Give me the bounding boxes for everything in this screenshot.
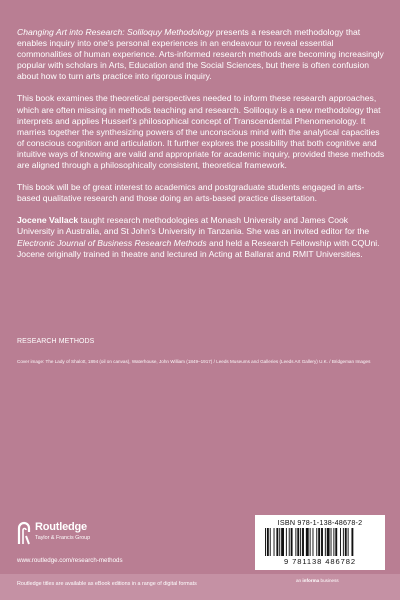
publisher-logo [17,520,137,550]
barcode-bar [267,528,269,556]
barcode-bar [306,528,309,556]
barcode-bar [316,528,317,556]
barcode-bar [310,528,311,556]
ebook-note: Routledge titles are available as eBook editions in a range of digital formats [17,581,197,587]
author-bio-text-a: taught research methodologies at Monash University and James Cook University in Australia, and St John’s University in Tanzania. She was an invited editor for the [17,215,370,237]
barcode-number: 9 781138 486782 [283,557,357,566]
book-description [17,27,385,271]
description-paragraph-1 [17,27,385,82]
barcode-bar [345,528,347,556]
isbn-barcode [255,515,385,570]
informa-prefix: an [296,578,303,583]
description-paragraph-2: This book examines the theoretical perspectives needed to inform these research approaches, which are often missing in methods teaching and research. Soliloquy is a new methodology that interprets and applies Husserl’s philosophical concept of Transcendental Phenomenology. It marries together the synthesizing powers of the unconscious mind with the analytical capacities of conscious cognition and articulation. It further explores the possibility that both cognitive and intuitive ways of knowing are valid and appropriate for academic inquiry, provided these methods are aligned through a philosophically consistent, theoretical framework. [17,93,385,171]
barcode-bar [289,528,290,556]
barcode-bar [318,528,320,556]
barcode-bar [270,528,271,556]
barcode-bar [351,528,353,556]
informa-brand: informa [302,578,320,583]
author-bio [17,215,385,259]
barcode-bar [274,528,275,556]
footer-bar [0,574,400,600]
barcode-bars [263,528,377,558]
barcode-bar [276,528,278,556]
barcode-bar [327,528,330,556]
barcode-bar [340,528,341,556]
barcode-bar [333,528,334,556]
barcode-bar [300,528,301,556]
author-name: Jocene Vallack [17,215,79,226]
barcode-bar [321,528,323,556]
subject-category: RESEARCH METHODS [17,338,95,345]
author-bio-text-b: and held a Research Fellowship with CQUni. Jocene originally trained in theatre and lectured in Acting at Ballarat and RMIT Universities. [17,237,380,259]
barcode-bar [335,528,337,556]
barcode-bar [279,528,280,556]
barcode-bar [313,528,314,556]
barcode-bar [325,528,326,556]
routledge-logo-icon [17,520,31,545]
description-paragraph-1-text: presents a research methodology that enables inquiry into one’s personal experiences in an endeavour to reveal essential commonalities of human experience. Arts-informed research methods are becoming increasingly popular with scholars in Arts, Education and the Social Sciences, but there is often confusion about how to turn arts practice into rigorous inquiry. [17,27,384,82]
cover-image-credit: Cover image: The Lady of Shalott, 1894 (oil on canvas), Waterhouse, John William (1849–1917) / Leeds Museums and Galleries (Leeds Art Gallery) U.K. / Bridgeman Images [17,359,371,364]
barcode-bar [302,528,304,556]
informa-suffix: business [319,578,339,583]
barcode-bar [286,528,287,556]
publisher-group: Taylor & Francis Group [35,535,91,541]
barcode-bar [281,528,284,556]
isbn-label: ISBN 978-1-138-48678-2 [277,518,363,527]
journal-name: Electronic Journal of Business Research Methods [17,237,207,248]
publisher-name: Routledge [35,521,87,533]
description-paragraph-3: This book will be of great interest to academics and postgraduate students engaged in arts-based qualitative research and those doing an arts-based practice dissertation. [17,182,365,204]
barcode-bar [331,528,332,556]
barcode-bar [291,528,293,556]
barcode-bar [348,528,349,556]
publisher-website: www.routledge.com/research-methods [17,557,123,564]
barcode-bar [297,528,299,556]
informa-tagline [296,578,339,583]
book-title: Changing Art into Research: Soliloquy Methodology [17,27,214,37]
barcode-bar [295,528,296,556]
barcode-bar [265,528,266,556]
barcode-bar [343,528,344,556]
